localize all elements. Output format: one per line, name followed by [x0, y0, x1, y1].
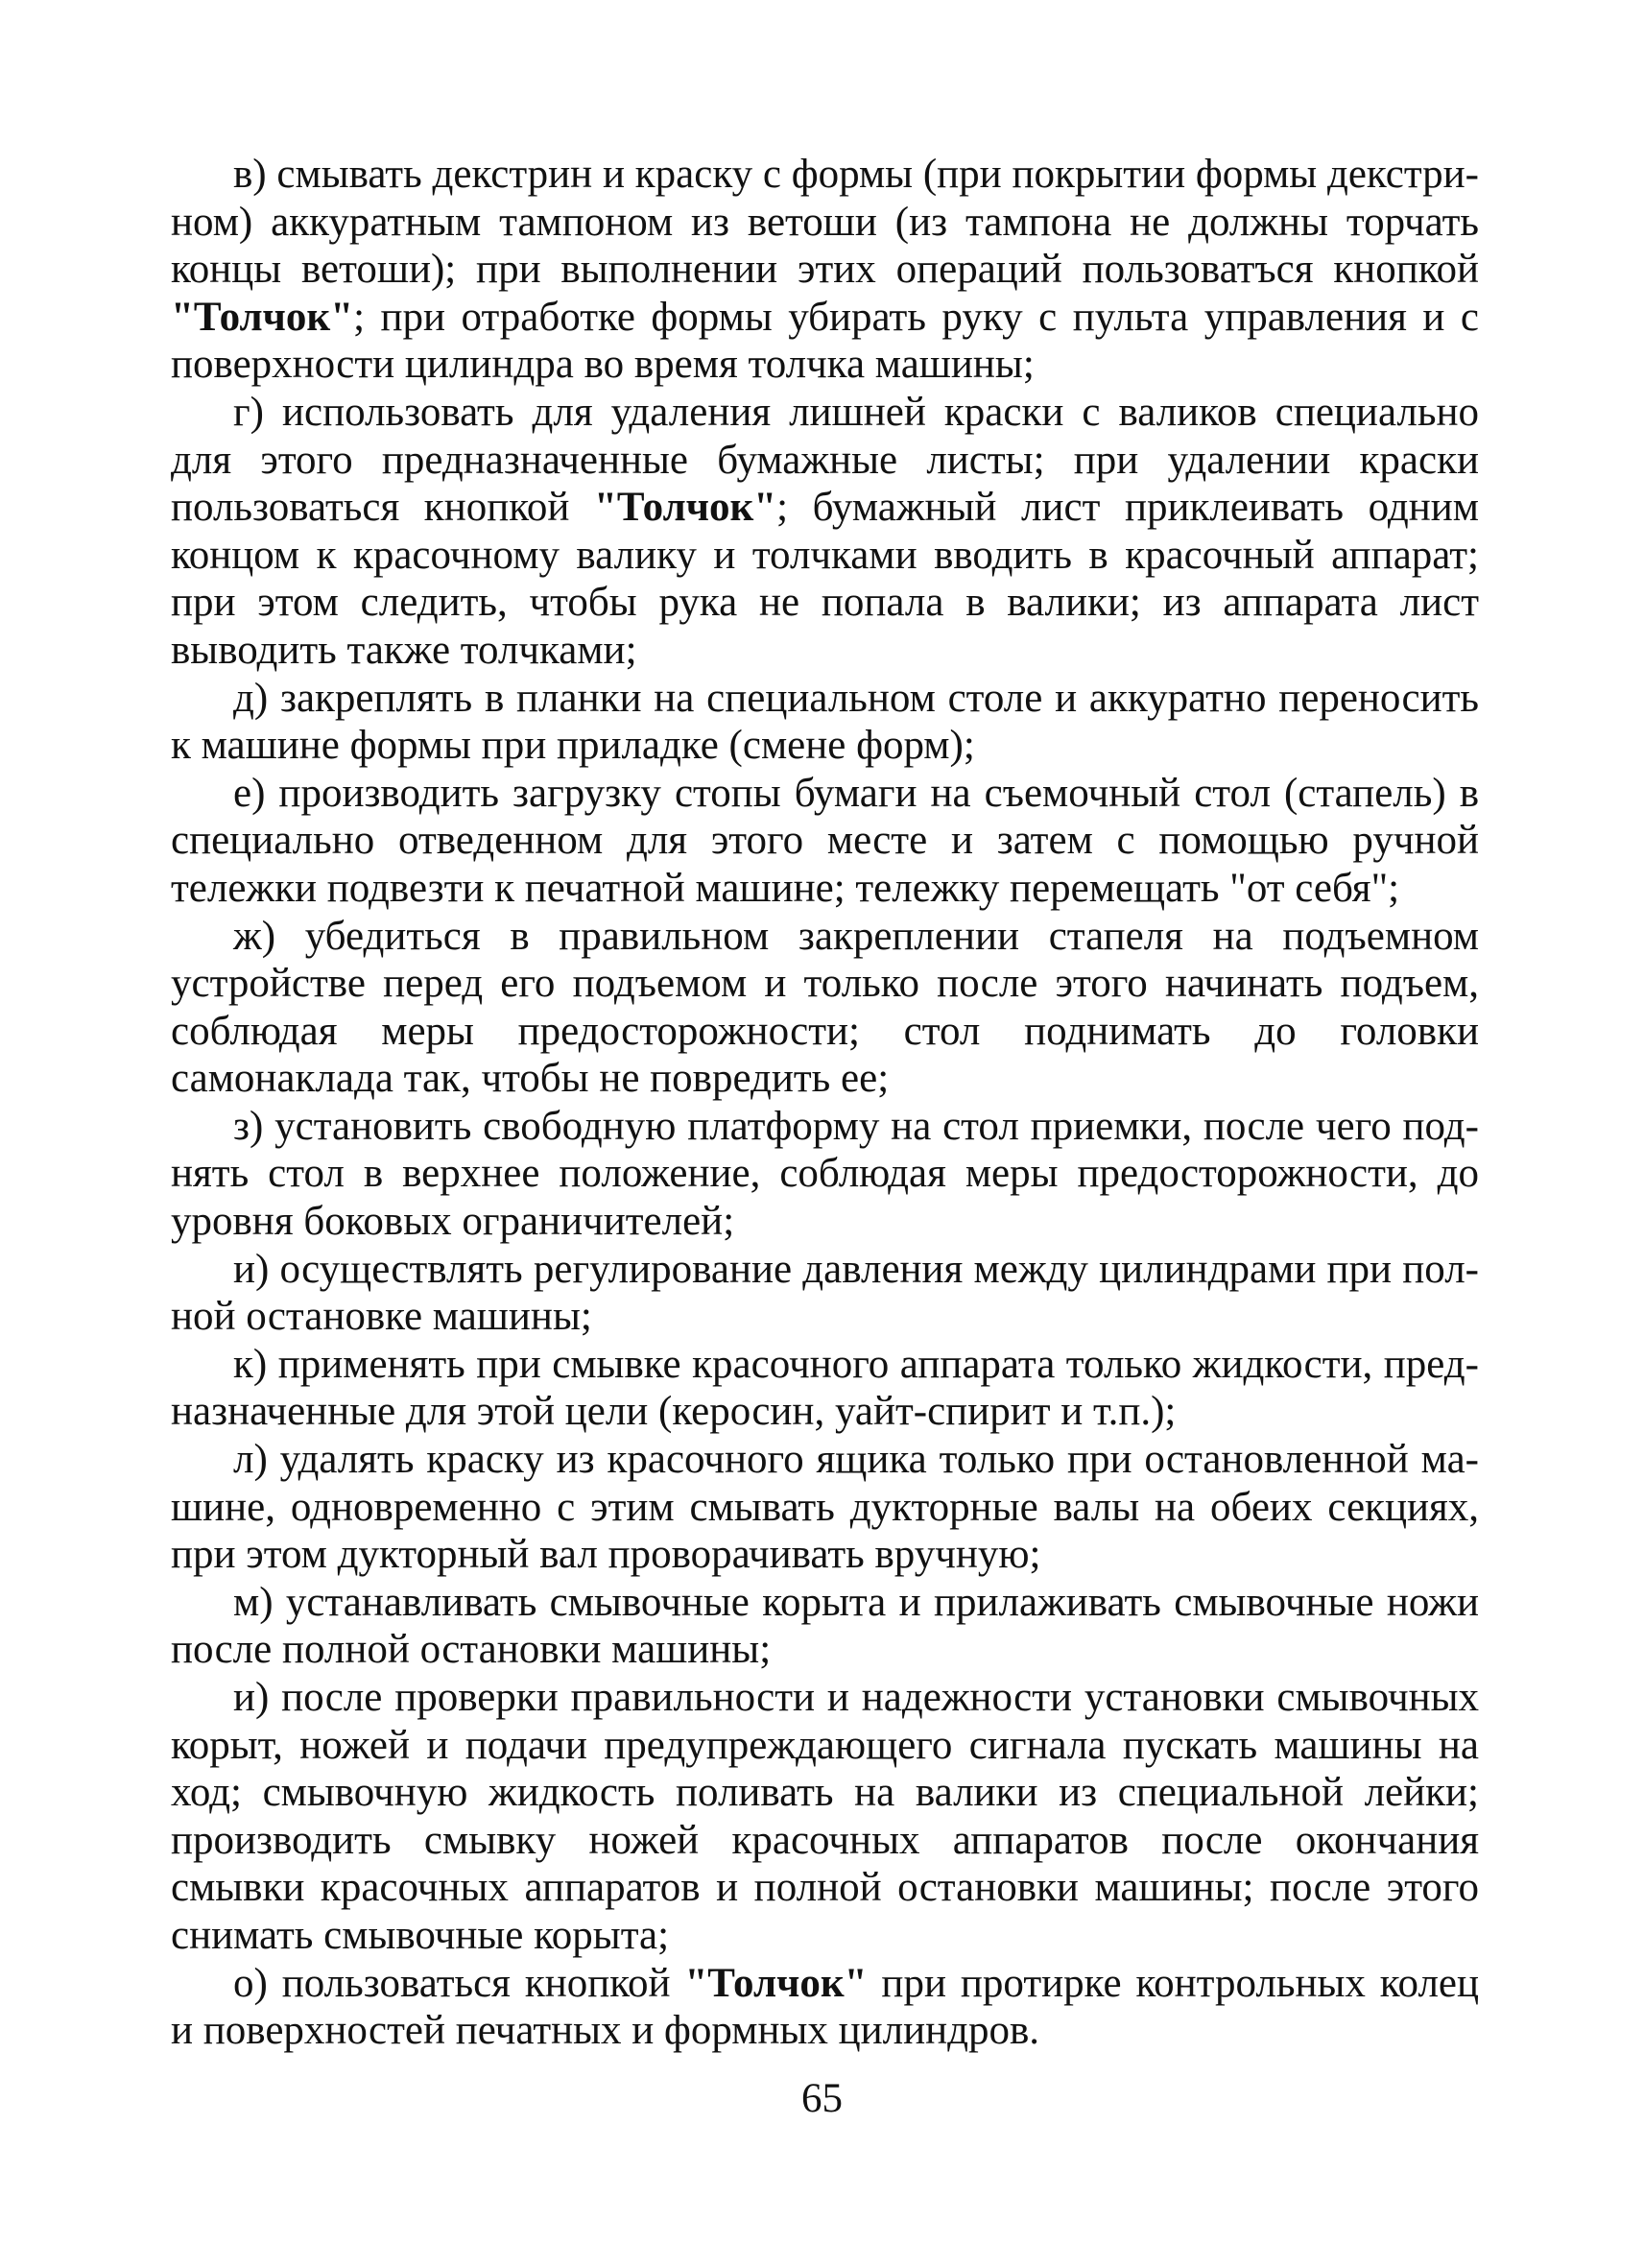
paragraph-item-d [171, 675, 1479, 770]
paragraph-item-e [171, 770, 1479, 913]
button-name-text: "Толчок" [171, 294, 354, 340]
paragraph-text: л) удалять краску из красочного ящика только при остановленной машине, одновременно с этим смывать дукторные валы на обеих секциях, при этом дукторный вал проворачивать вручную; [171, 1437, 1479, 1578]
paragraph-text: е) производить загрузку стопы бумаги на съемочный стол (стапель) в специально отведенном для этого месте и затем с помощью ручной тележки подвезти к печатной машине; тележку перемещать "от себя"; [171, 770, 1479, 911]
paragraph-item-i [171, 1246, 1479, 1341]
page-number: 65 [801, 2076, 843, 2121]
paragraph-item-i2 [171, 1674, 1479, 1960]
paragraph-item-v [171, 151, 1479, 389]
paragraph-text: о) пользоваться кнопкой [233, 1960, 685, 2006]
paragraph-text: г) использовать для удаления лишней краски с валиков специально для этого предназначенные бумажные листы; при удалении краски пользоваться кнопкой [171, 389, 1479, 531]
paragraph-item-z [171, 1103, 1479, 1246]
button-name-text: "Толчок" [684, 1960, 868, 2006]
paragraph-text: ; при отработке формы убирать руку с пульта управления и с поверхности цилиндра во время толчка машины; [171, 294, 1479, 388]
paragraph-text: в) смывать декстрин и краску с формы (при покрытии формы декстрином) аккуратным тампоном из ветоши (из тампона не должны торчать концы ветоши); при выполнении этих операций пользоватъся кнопкой [171, 152, 1479, 293]
paragraph-item-l [171, 1436, 1479, 1579]
paragraph-text: д) закреплять в планки на специальном столе и аккуратно переносить к машине формы при приладке (смене форм); [171, 675, 1479, 769]
button-name-text: "Толчок" [594, 485, 777, 531]
paragraph-text: и) после проверки правильности и надежности установки смывочных корыт, ножей и подачи предупреждающего сигнала пускать машины на ход; смывочную жидкость поливать на валики из специальной лейки; производить смывку ножей красочных аппаратов после окончания смывки красочных аппаратов и полной остановки машины; после этого снимать смывочные корыта; [171, 1675, 1479, 1958]
paragraph-text: при протирке контрольных колец и поверхностей печатных и формных цилиндров. [171, 1960, 1479, 2054]
body-text [171, 151, 1479, 2055]
paragraph-item-zh [171, 913, 1479, 1103]
paragraph-text: ж) убедиться в правильном закреплении стапеля на подъемном устройстве перед его подъемом и только после этого начинать подъем, соблюдая меры предосторожности; стол поднимать до головки самонаклада так, чтобы не повредить ее; [171, 913, 1479, 1102]
paragraph-text: к) применять при смывке красочного аппарата только жидкости, предназначенные для этой цели (керосин, уайт-спирит и т.п.); [171, 1341, 1479, 1435]
paragraph-text: м) устанавливать смывочные корыта и прилаживать смывочные ножи после полной остановки машины; [171, 1579, 1479, 1673]
paragraph-item-m [171, 1579, 1479, 1674]
paragraph-text: з) установить свободную платформу на стол приемки, после чего поднять стол в верхнее положение, соблюдая меры предосторожности, до уровня боковых ограничителей; [171, 1103, 1479, 1245]
paragraph-text: и) осуществлять регулирование давления между цилиндрами при полной остановке машины; [171, 1246, 1479, 1340]
paragraph-item-g [171, 389, 1479, 675]
paragraph-item-k [171, 1341, 1479, 1436]
paragraph-text: ; бумажный лист приклеивать одним концом к красочному валику и толчками вводить в красочный аппарат; при этом следить, чтобы рука не попала в валики; из аппарата лист выводить также толчками; [171, 485, 1479, 673]
paragraph-item-o [171, 1960, 1479, 2055]
